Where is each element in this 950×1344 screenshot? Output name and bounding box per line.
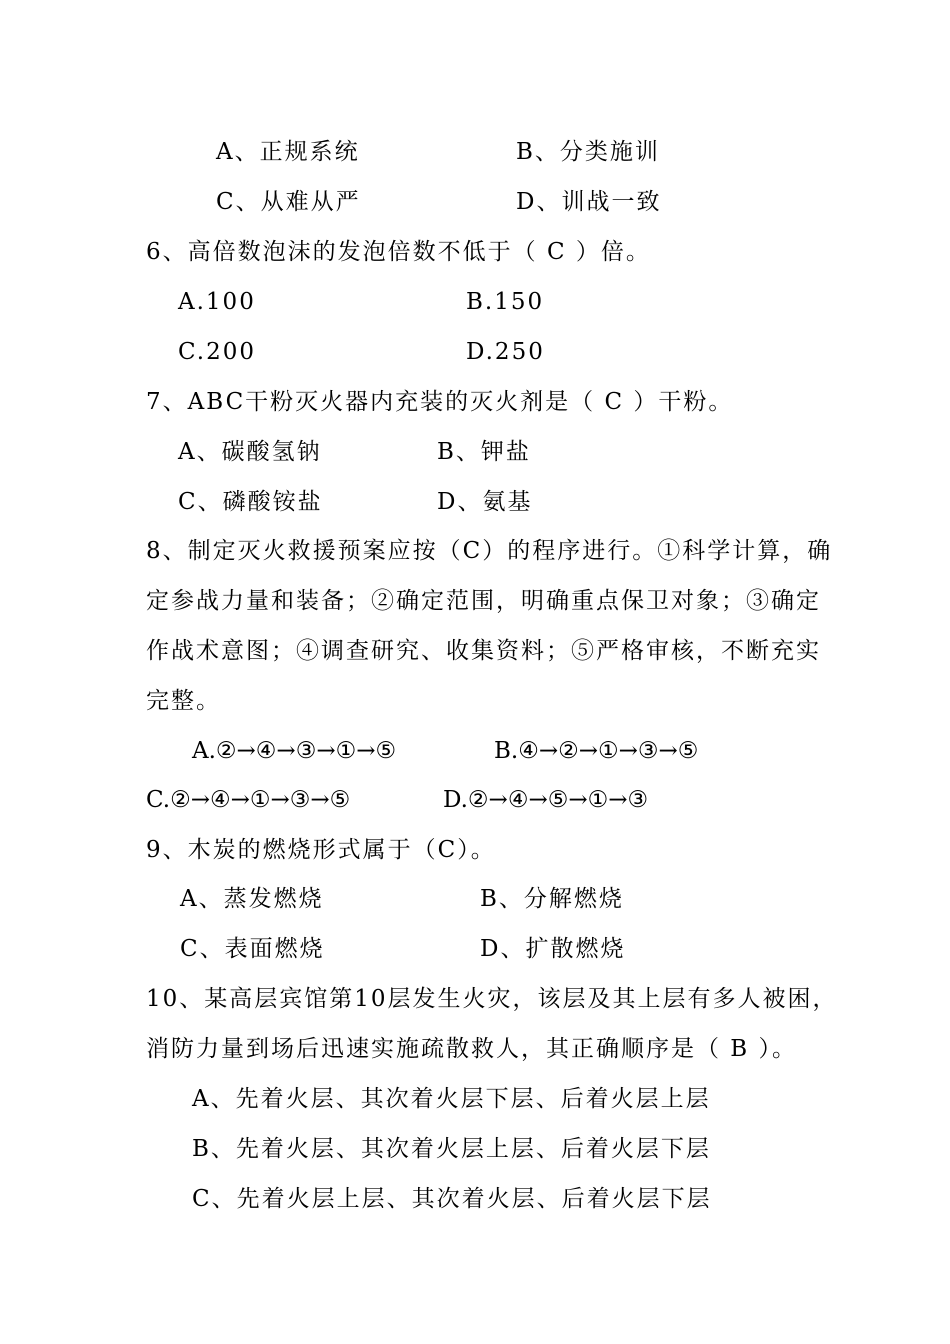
- q8-stem-line-1: 8、制定灭火救援预案应按（C）的程序进行。①科学计算，确: [146, 538, 833, 564]
- q6-option-a: A.100: [178, 289, 256, 315]
- q9-option-d: D、扩散燃烧: [480, 936, 626, 962]
- q7-option-c: C、磷酸铵盐: [178, 489, 323, 515]
- q7-stem: 7、ABC干粉灭火器内充装的灭火剂是（ C ）干粉。: [146, 389, 734, 415]
- q10-option-c: C、先着火层上层、其次着火层、后着火层下层: [192, 1186, 712, 1212]
- q6-option-c: C.200: [178, 339, 256, 365]
- q9-option-b: B、分解燃烧: [480, 886, 624, 912]
- q9-option-c: C、表面燃烧: [180, 936, 325, 962]
- q8-stem-line-4: 完整。: [146, 688, 221, 714]
- q10-option-a: A、先着火层、其次着火层下层、后着火层上层: [192, 1086, 711, 1112]
- q7-option-b: B、钾盐: [437, 439, 531, 465]
- q8-stem-line-2: 定参战力量和装备；②确定范围，明确重点保卫对象；③确定: [146, 588, 821, 614]
- q5-option-d: D、训战一致: [516, 189, 662, 215]
- q8-option-a: A.②→④→③→①→⑤: [192, 738, 397, 764]
- q10-option-b: B、先着火层、其次着火层上层、后着火层下层: [192, 1136, 711, 1162]
- q8-option-c: C.②→④→①→③→⑤: [146, 787, 351, 813]
- q5-option-a: A、正规系统: [216, 139, 360, 165]
- q10-stem-line-2: 消防力量到场后迅速实施疏散救人，其正确顺序是（ B ）。: [146, 1036, 798, 1062]
- q9-stem: 9、木炭的燃烧形式属于（C）。: [146, 837, 496, 863]
- q5-option-c: C、从难从严: [216, 189, 361, 215]
- q8-option-b: B.④→②→①→③→⑤: [494, 738, 699, 764]
- q6-option-b: B.150: [466, 289, 545, 315]
- q8-option-d: D.②→④→⑤→①→③: [443, 787, 649, 813]
- q8-stem-line-3: 作战术意图；④调查研究、收集资料；⑤严格审核，不断充实: [146, 638, 821, 664]
- q7-option-a: A、碳酸氢钠: [178, 439, 322, 465]
- q7-option-d: D、氨基: [437, 489, 533, 515]
- q5-option-b: B、分类施训: [516, 139, 660, 165]
- q6-option-d: D.250: [466, 339, 545, 365]
- q6-stem: 6、高倍数泡沫的发泡倍数不低于（ C ）倍。: [146, 239, 651, 265]
- q9-option-a: A、蒸发燃烧: [180, 886, 324, 912]
- q10-stem-line-1: 10、某高层宾馆第10层发生火灾，该层及其上层有多人被困，: [146, 986, 838, 1012]
